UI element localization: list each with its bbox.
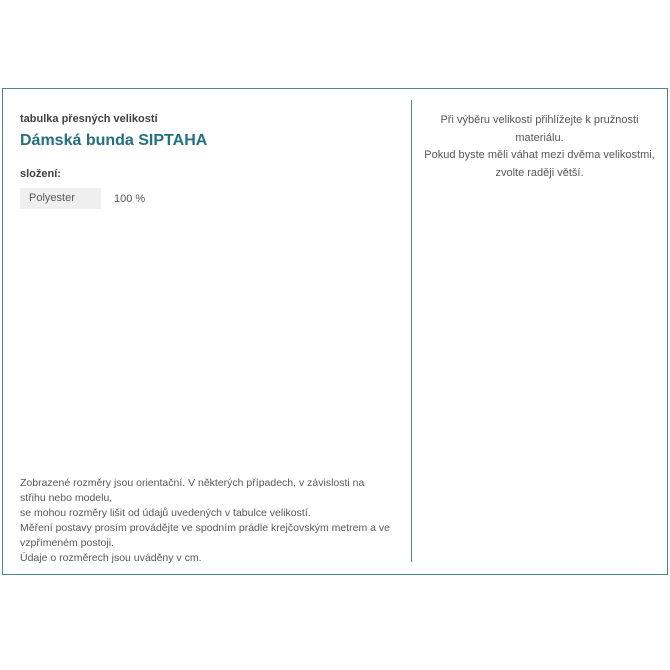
sizing-advice-column (412, 89, 667, 574)
advice-line: Pokud byste měli váhat mezi dvěma velikostmi, (424, 149, 655, 161)
material-row (20, 188, 391, 209)
sizing-advice (422, 112, 657, 182)
advice-line: Při výběru velikosti přihlížejte k pružnosti materiálu. (440, 114, 639, 144)
product-info-column (3, 89, 411, 574)
note-line: se mohou rozměry lišit od údajů uvedených v tabulce velikostí. (20, 507, 311, 519)
product-title: Dámská bunda SIPTAHA (20, 132, 208, 149)
note-line: Měření postavy prosím provádějte ve spodním prádle krejčovským metrem a ve vzpřímeném postoji. (20, 522, 390, 549)
material-percent: 100 % (114, 192, 146, 205)
note-line: Zobrazené rozměry jsou orientační. V některých případech, v závislosti na střihu nebo modelu, (20, 477, 365, 504)
measurement-notes (20, 476, 391, 566)
material-name-chip: Polyester (20, 188, 101, 209)
panel-label: tabulka přesných velikostí (20, 113, 158, 125)
size-table-panel (2, 88, 668, 575)
composition-heading: složení: (20, 168, 61, 180)
advice-line: zvolte raději větší. (495, 166, 584, 179)
note-line: Údaje o rozměrech jsou uváděny v cm. (20, 552, 202, 564)
